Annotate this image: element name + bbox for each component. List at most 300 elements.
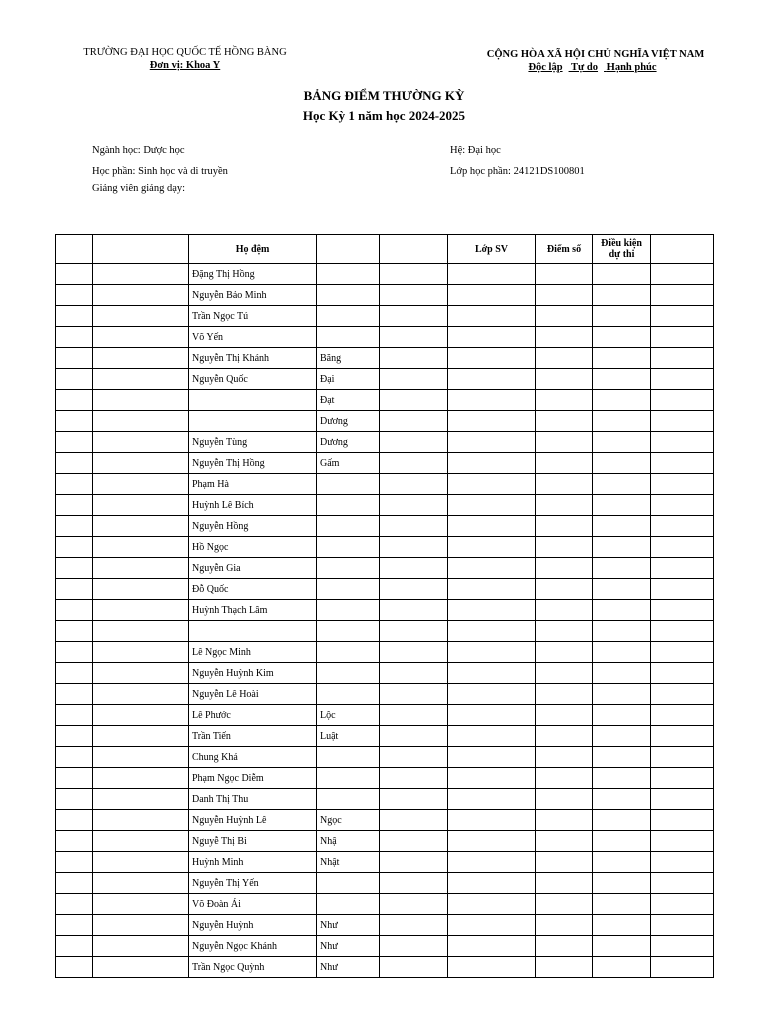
table-cell — [593, 810, 651, 831]
table-cell — [380, 810, 448, 831]
table-cell — [651, 810, 714, 831]
table-cell — [56, 495, 93, 516]
table-row — [56, 957, 714, 978]
table-cell — [380, 915, 448, 936]
table-cell — [93, 957, 189, 978]
table-cell — [56, 705, 93, 726]
table-cell — [93, 537, 189, 558]
unit-name: Đơn vị: Khoa Y — [149, 60, 221, 71]
table-cell — [448, 390, 536, 411]
table-cell — [651, 348, 714, 369]
table-cell — [536, 705, 593, 726]
table-cell — [651, 915, 714, 936]
table-row — [56, 390, 714, 411]
table-cell — [448, 747, 536, 768]
cell-ho-dem: Nguyễn Hồng — [189, 516, 317, 537]
table-cell — [593, 327, 651, 348]
table-cell — [380, 327, 448, 348]
table-cell — [448, 369, 536, 390]
table-cell — [651, 411, 714, 432]
table-cell — [93, 495, 189, 516]
column-header-diem-so: Điểm số — [536, 235, 593, 264]
school-name: TRƯỜNG ĐẠI HỌC QUỐC TẾ HỒNG BÀNG — [83, 47, 287, 58]
table-cell — [593, 537, 651, 558]
table-cell — [380, 537, 448, 558]
table-cell — [56, 684, 93, 705]
table-cell — [93, 642, 189, 663]
cell-ten: Nhật — [317, 852, 380, 873]
table-cell — [593, 705, 651, 726]
document-header-left — [80, 46, 290, 72]
cell-ho-dem: Lê Phước — [189, 705, 317, 726]
table-cell — [93, 411, 189, 432]
table-cell — [651, 369, 714, 390]
cell-ho-dem: Nguyễn Thị Hồng — [189, 453, 317, 474]
table-cell — [536, 852, 593, 873]
course-label: Học phần: Sinh học và di truyền — [92, 166, 228, 177]
cell-ho-dem: Hồ Ngọc — [189, 537, 317, 558]
column-header — [651, 235, 714, 264]
table-cell — [536, 369, 593, 390]
table-cell — [536, 453, 593, 474]
table-cell — [651, 306, 714, 327]
column-header — [380, 235, 448, 264]
table-cell — [93, 600, 189, 621]
cell-ten — [317, 474, 380, 495]
table-row — [56, 285, 714, 306]
table-cell — [56, 537, 93, 558]
table-cell — [536, 579, 593, 600]
table-cell — [593, 264, 651, 285]
cell-ten — [317, 495, 380, 516]
table-row — [56, 831, 714, 852]
table-cell — [380, 369, 448, 390]
table-cell — [651, 285, 714, 306]
table-cell — [448, 705, 536, 726]
table-cell — [651, 432, 714, 453]
table-cell — [593, 495, 651, 516]
table-row — [56, 453, 714, 474]
table-cell — [593, 894, 651, 915]
table-cell — [448, 894, 536, 915]
table-cell — [56, 873, 93, 894]
table-cell — [380, 789, 448, 810]
cell-ten: Dương — [317, 432, 380, 453]
table-cell — [593, 747, 651, 768]
table-row — [56, 684, 714, 705]
table-cell — [448, 474, 536, 495]
table-cell — [448, 306, 536, 327]
table-cell — [93, 663, 189, 684]
table-cell — [651, 621, 714, 642]
cell-ten — [317, 516, 380, 537]
table-cell — [448, 810, 536, 831]
table-row — [56, 369, 714, 390]
table-cell — [56, 600, 93, 621]
table-cell — [93, 621, 189, 642]
table-row — [56, 306, 714, 327]
table-cell — [93, 264, 189, 285]
table-cell — [380, 705, 448, 726]
cell-ho-dem: Trần Tiến — [189, 726, 317, 747]
table-cell — [651, 558, 714, 579]
table-cell — [448, 684, 536, 705]
table-cell — [380, 642, 448, 663]
table-cell — [93, 390, 189, 411]
table-row — [56, 327, 714, 348]
document-title: BẢNG ĐIỂM THƯỜNG KỲ — [303, 88, 465, 103]
table-cell — [380, 264, 448, 285]
table-row — [56, 558, 714, 579]
table-cell — [536, 411, 593, 432]
lecturer-label: Giảng viên giảng dạy: — [92, 183, 186, 194]
table-cell — [56, 453, 93, 474]
table-cell — [56, 558, 93, 579]
cell-ten — [317, 768, 380, 789]
table-cell — [56, 264, 93, 285]
table-cell — [380, 306, 448, 327]
table-cell — [651, 474, 714, 495]
major-label: Ngành học: Dược học — [92, 145, 185, 156]
cell-ho-dem: Nguyễn Huỳnh Lê — [189, 810, 317, 831]
table-row — [56, 579, 714, 600]
table-cell — [93, 936, 189, 957]
table-cell — [380, 852, 448, 873]
table-cell — [93, 453, 189, 474]
table-cell — [56, 285, 93, 306]
table-cell — [593, 390, 651, 411]
table-cell — [651, 537, 714, 558]
table-cell — [651, 747, 714, 768]
table-row — [56, 600, 714, 621]
table-row — [56, 726, 714, 747]
table-cell — [56, 621, 93, 642]
table-cell — [380, 768, 448, 789]
cell-ho-dem: Huỳnh Thạch Lâm — [189, 600, 317, 621]
table-row — [56, 348, 714, 369]
table-cell — [536, 600, 593, 621]
cell-ho-dem: Nguyễn Huỳnh — [189, 915, 317, 936]
table-cell — [448, 285, 536, 306]
table-cell — [651, 264, 714, 285]
cell-ho-dem: Nguyễn Thị Yến — [189, 873, 317, 894]
table-cell — [593, 579, 651, 600]
table-cell — [651, 894, 714, 915]
table-cell — [536, 327, 593, 348]
table-cell — [380, 495, 448, 516]
table-cell — [651, 957, 714, 978]
table-cell — [56, 726, 93, 747]
table-cell — [593, 936, 651, 957]
table-cell — [93, 747, 189, 768]
table-cell — [380, 726, 448, 747]
cell-ho-dem: Nguyễn Tùng — [189, 432, 317, 453]
cell-ho-dem: Phạm Hà — [189, 474, 317, 495]
cell-ten — [317, 600, 380, 621]
cell-ten — [317, 747, 380, 768]
table-cell — [536, 285, 593, 306]
table-row — [56, 894, 714, 915]
table-cell — [593, 621, 651, 642]
table-cell — [93, 306, 189, 327]
table-cell — [536, 831, 593, 852]
table-cell — [93, 327, 189, 348]
table-row — [56, 264, 714, 285]
table-cell — [380, 558, 448, 579]
cell-ho-dem: Trần Ngọc Quỳnh — [189, 957, 317, 978]
table-cell — [536, 915, 593, 936]
table-cell — [536, 789, 593, 810]
table-cell — [536, 747, 593, 768]
cell-ten — [317, 789, 380, 810]
table-cell — [93, 285, 189, 306]
table-cell — [56, 432, 93, 453]
table-cell — [448, 831, 536, 852]
table-row — [56, 915, 714, 936]
column-header-ho-dem: Họ đệm — [189, 235, 317, 264]
cell-ten — [317, 537, 380, 558]
cell-ho-dem: Danh Thị Thu — [189, 789, 317, 810]
cell-ho-dem — [189, 411, 317, 432]
cell-ten — [317, 327, 380, 348]
cell-ho-dem: Nguyễ Thị Bi — [189, 831, 317, 852]
table-cell — [56, 516, 93, 537]
table-cell — [448, 537, 536, 558]
cell-ho-dem: Võ Đoàn Ái — [189, 894, 317, 915]
table-row — [56, 747, 714, 768]
table-cell — [93, 831, 189, 852]
table-cell — [593, 789, 651, 810]
table-cell — [448, 432, 536, 453]
table-cell — [93, 579, 189, 600]
class-code-label: Lớp học phần: 24121DS100801 — [450, 166, 585, 177]
table-cell — [593, 432, 651, 453]
table-cell — [448, 873, 536, 894]
cell-ten: Băng — [317, 348, 380, 369]
column-header — [56, 235, 93, 264]
table-cell — [93, 684, 189, 705]
table-cell — [536, 642, 593, 663]
document-header-right — [478, 48, 713, 74]
table-cell — [593, 600, 651, 621]
cell-ho-dem: Nguyễn Ngọc Khánh — [189, 936, 317, 957]
national-motto — [528, 61, 662, 74]
cell-ho-dem: Huỳnh Minh — [189, 852, 317, 873]
table-cell — [56, 306, 93, 327]
table-cell — [536, 684, 593, 705]
table-cell — [651, 453, 714, 474]
cell-ho-dem: Lê Ngọc Minh — [189, 642, 317, 663]
table-cell — [448, 621, 536, 642]
cell-ten: Ngọc — [317, 810, 380, 831]
table-cell — [651, 327, 714, 348]
table-cell — [56, 327, 93, 348]
cell-ho-dem: Phạm Ngọc Diễm — [189, 768, 317, 789]
table-cell — [56, 810, 93, 831]
table-cell — [536, 390, 593, 411]
table-cell — [651, 642, 714, 663]
table-cell — [93, 474, 189, 495]
cell-ho-dem: Đỗ Quốc — [189, 579, 317, 600]
table-row — [56, 852, 714, 873]
table-cell — [380, 747, 448, 768]
cell-ten — [317, 663, 380, 684]
cell-ten: Như — [317, 936, 380, 957]
cell-ten — [317, 894, 380, 915]
table-cell — [93, 369, 189, 390]
table-cell — [448, 411, 536, 432]
table-cell — [593, 306, 651, 327]
cell-ten — [317, 873, 380, 894]
grade-table — [55, 234, 714, 978]
cell-ten — [317, 579, 380, 600]
table-cell — [536, 768, 593, 789]
table-cell — [448, 726, 536, 747]
cell-ho-dem: Nguyễn Bảo Minh — [189, 285, 317, 306]
table-cell — [651, 663, 714, 684]
table-row — [56, 873, 714, 894]
document-subtitle: Học Kỳ 1 năm học 2024-2025 — [302, 108, 466, 123]
table-cell — [380, 831, 448, 852]
cell-ho-dem — [189, 390, 317, 411]
cell-ten — [317, 285, 380, 306]
table-cell — [593, 516, 651, 537]
table-cell — [56, 789, 93, 810]
table-cell — [448, 558, 536, 579]
table-cell — [448, 516, 536, 537]
column-header-dieu-kien: Điều kiện dự thi — [593, 235, 651, 264]
table-cell — [448, 957, 536, 978]
table-cell — [593, 768, 651, 789]
table-cell — [93, 516, 189, 537]
table-row — [56, 411, 714, 432]
table-cell — [93, 810, 189, 831]
table-cell — [93, 768, 189, 789]
table-cell — [380, 516, 448, 537]
table-row — [56, 432, 714, 453]
cell-ten: Luật — [317, 726, 380, 747]
table-cell — [448, 264, 536, 285]
table-cell — [593, 663, 651, 684]
table-cell — [651, 516, 714, 537]
cell-ho-dem: Đặng Thị Hồng — [189, 264, 317, 285]
table-cell — [448, 663, 536, 684]
table-row — [56, 789, 714, 810]
table-row — [56, 810, 714, 831]
table-cell — [536, 957, 593, 978]
table-cell — [380, 390, 448, 411]
table-cell — [593, 831, 651, 852]
table-cell — [593, 474, 651, 495]
table-cell — [93, 705, 189, 726]
table-cell — [56, 831, 93, 852]
table-cell — [56, 747, 93, 768]
table-cell — [380, 474, 448, 495]
table-cell — [56, 474, 93, 495]
cell-ten: Dương — [317, 411, 380, 432]
table-cell — [651, 831, 714, 852]
cell-ho-dem — [189, 621, 317, 642]
table-cell — [380, 936, 448, 957]
motto-part: Độc lập — [528, 62, 563, 73]
table-cell — [56, 768, 93, 789]
nation-name: CỘNG HÒA XÃ HỘI CHỦ NGHĨA VIỆT NAM — [486, 49, 705, 60]
column-header-lop-sv: Lớp SV — [448, 235, 536, 264]
table-cell — [93, 915, 189, 936]
cell-ten — [317, 558, 380, 579]
table-cell — [380, 411, 448, 432]
table-row — [56, 768, 714, 789]
table-cell — [380, 432, 448, 453]
table-cell — [56, 411, 93, 432]
table-cell — [56, 348, 93, 369]
table-cell — [93, 432, 189, 453]
table-cell — [56, 663, 93, 684]
table-cell — [651, 600, 714, 621]
table-row — [56, 642, 714, 663]
table-cell — [536, 663, 593, 684]
table-cell — [651, 768, 714, 789]
table-cell — [448, 768, 536, 789]
table-cell — [380, 663, 448, 684]
table-cell — [56, 579, 93, 600]
cell-ten: Như — [317, 957, 380, 978]
table-cell — [651, 579, 714, 600]
motto-part: Hạnh phúc — [606, 62, 657, 73]
table-cell — [93, 894, 189, 915]
table-cell — [651, 495, 714, 516]
table-cell — [93, 348, 189, 369]
table-cell — [593, 285, 651, 306]
table-cell — [448, 642, 536, 663]
table-cell — [536, 726, 593, 747]
table-cell — [593, 453, 651, 474]
table-cell — [651, 936, 714, 957]
cell-ten — [317, 642, 380, 663]
table-cell — [536, 810, 593, 831]
table-row — [56, 705, 714, 726]
table-cell — [380, 348, 448, 369]
table-cell — [56, 390, 93, 411]
table-cell — [593, 915, 651, 936]
table-cell — [56, 852, 93, 873]
table-cell — [651, 726, 714, 747]
motto-part: Tự do — [571, 62, 599, 73]
cell-ho-dem: Nguyễn Thị Khánh — [189, 348, 317, 369]
table-row — [56, 537, 714, 558]
table-cell — [651, 705, 714, 726]
cell-ho-dem: Trần Ngọc Tú — [189, 306, 317, 327]
table-cell — [593, 873, 651, 894]
table-cell — [448, 789, 536, 810]
table-cell — [56, 642, 93, 663]
table-cell — [536, 432, 593, 453]
table-cell — [536, 306, 593, 327]
cell-ten — [317, 264, 380, 285]
table-cell — [651, 789, 714, 810]
cell-ten: Đạt — [317, 390, 380, 411]
table-cell — [593, 369, 651, 390]
table-cell — [448, 852, 536, 873]
table-cell — [593, 852, 651, 873]
table-cell — [380, 579, 448, 600]
table-cell — [380, 684, 448, 705]
cell-ten — [317, 306, 380, 327]
table-cell — [56, 936, 93, 957]
table-cell — [536, 264, 593, 285]
cell-ho-dem: Võ Yến — [189, 327, 317, 348]
cell-ho-dem: Chung Khả — [189, 747, 317, 768]
